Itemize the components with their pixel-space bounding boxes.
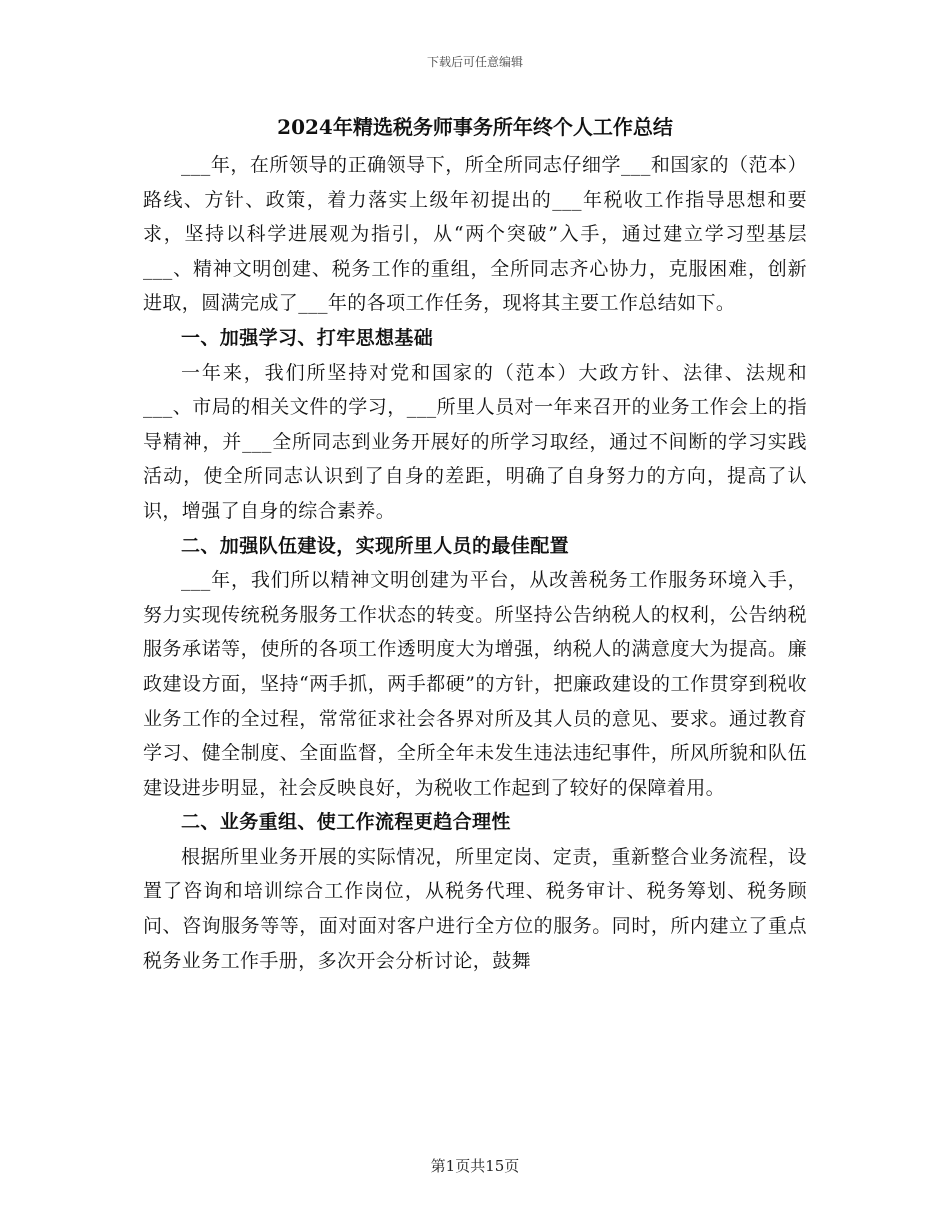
header-note: 下载后可任意编辑	[426, 55, 523, 69]
page-footer: 第1页共15页	[430, 1157, 520, 1175]
section-heading-2: 二、加强队伍建设，实现所里人员的最佳配置	[181, 534, 570, 557]
document-title: 2024年精选税务师事务所年终个人工作总结	[277, 115, 673, 139]
paragraph-team: ___年，我们所以精神文明创建为平台，从改善税务工作服务环境入手，努力实现传统税务服务工作状态的转变。所坚持公告纳税人的权利，公告纳税服务承诺等，使所的各项工作透明度大为增强，纳税人的满意度大为提高。廉政建设方面，坚持“两手抓，两手都硬”的方针，把廉政建设的工作贯穿到税收业务工作的全过程，常常征求社会各界对所及其人员的意见、要求。通过教育学习、健全制度、全面监督，全所全年未发生违法违纪事件，所风所貌和队伍建设进步明显，社会反映良好，为税收工作起到了较好的保障着用。	[143, 569, 807, 799]
section-heading-3: 二、业务重组、使工作流程更趋合理性	[181, 811, 511, 834]
paragraph-study: 一年来，我们所坚持对党和国家的（范本）大政方针、法律、法规和___、市局的相关文件的学习，___所里人员对一年来召开的业务工作会上的指导精神，并___全所同志到业务开展好的所学习取经，通过不间断的学习实践活动，使全所同志认识到了自身的差距，明确了自身努力的方向，提高了认识，增强了自身的综合素养。	[143, 361, 807, 522]
section-heading-1: 一、加强学习、打牢思想基础	[181, 326, 434, 349]
paragraph-business: 根据所里业务开展的实际情况，所里定岗、定责，重新整合业务流程，设置了咨询和培训综合工作岗位，从税务代理、税务审计、税务筹划、税务顾问、咨询服务等等，面对面对客户进行全方位的服务。同时，所内建立了重点税务业务工作手册，多次开会分析讨论，鼓舞	[143, 845, 807, 972]
paragraph-intro: ___年，在所领导的正确领导下，所全所同志仔细学___和国家的（范本）路线、方针、政策，着力落实上级年初提出的___年税收工作指导思想和要求，坚持以科学进展观为指引，从“两个突破”入手，通过建立学习型基层___、精神文明创建、税务工作的重组，全所同志齐心协力，克服困难，创新进取，圆满完成了___年的各项工作任务，现将其主要工作总结如下。	[143, 154, 807, 315]
document-body	[143, 112, 807, 978]
